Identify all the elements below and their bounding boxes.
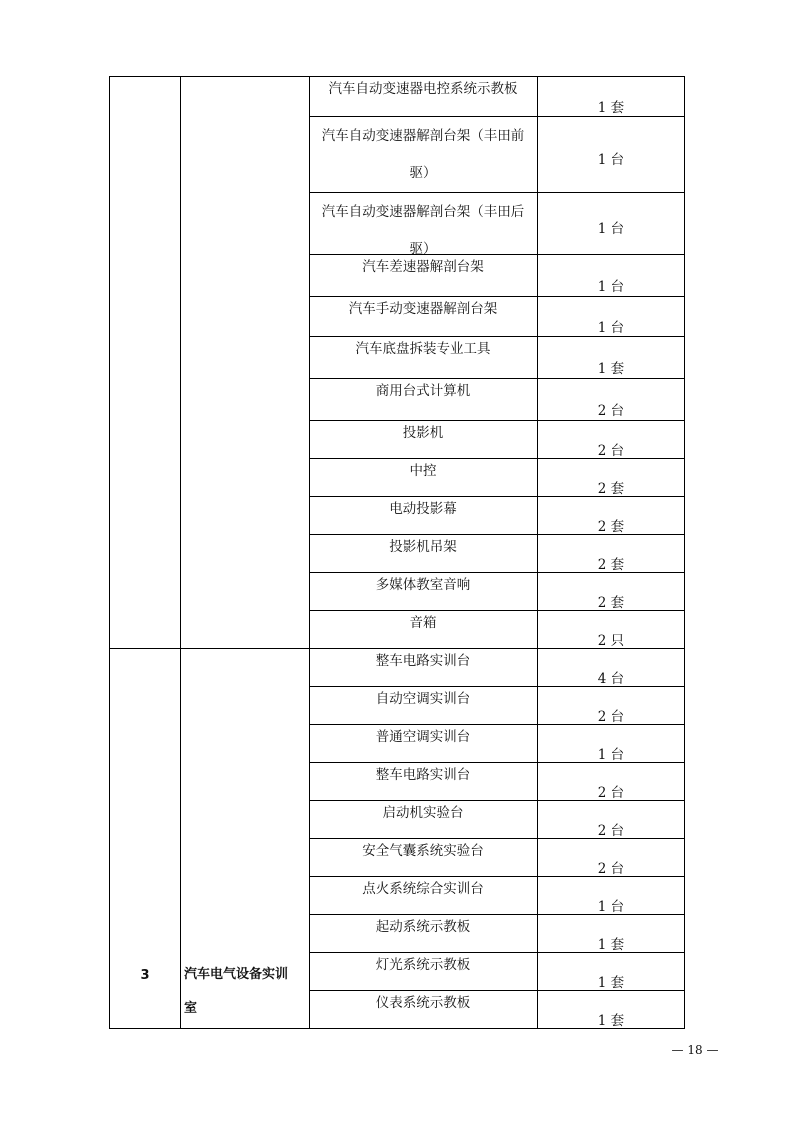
equipment-name: 多媒体教室音响	[375, 577, 471, 593]
equipment-qty: 1 套	[597, 1013, 625, 1029]
row-line	[109, 76, 685, 77]
equipment-name: 汽车自动变速器电控系统示教板	[328, 81, 518, 97]
equipment-qty: 1 套	[597, 975, 625, 991]
equipment-name: 商用台式计算机	[375, 383, 471, 399]
equipment-name: 电动投影幕	[389, 501, 457, 517]
equipment-name: 灯光系统示教板	[375, 957, 471, 973]
equipment-name: 安全气囊系统实验台	[362, 843, 484, 859]
equipment-name: 投影机	[402, 425, 444, 441]
equipment-qty: 2 套	[597, 595, 625, 611]
equipment-qty: 2 套	[597, 481, 625, 497]
section-room-name	[184, 958, 308, 1026]
equipment-name: 音箱	[409, 615, 437, 631]
equipment-name: 汽车底盘拆装专业工具	[355, 341, 491, 357]
equipment-qty: 1 台	[597, 279, 625, 295]
row-line	[309, 378, 685, 379]
section-seq: 3	[140, 968, 150, 983]
equipment-name: 汽车手动变速器解剖台架	[348, 301, 498, 317]
equipment-qty: 2 套	[597, 557, 625, 573]
equipment-name: 汽车差速器解剖台架	[362, 259, 484, 275]
equipment-qty: 2 台	[597, 861, 625, 877]
row-line	[309, 192, 685, 193]
equipment-qty: 1 台	[597, 221, 625, 237]
equipment-qty: 2 台	[597, 709, 625, 725]
row-line	[309, 116, 685, 117]
equipment-qty: 1 台	[597, 899, 625, 915]
equipment-name: 仪表系统示教板	[375, 995, 471, 1011]
equipment-name: 整车电路实训台	[375, 653, 471, 669]
equipment-qty: 2 台	[597, 443, 625, 459]
equipment-name: 汽车自动变速器解剖台架（丰田前驱）	[321, 128, 525, 181]
equipment-qty: 1 套	[597, 361, 625, 377]
table-border-right	[684, 76, 685, 1029]
equipment-qty: 1 台	[597, 320, 625, 336]
equipment-name: 投影机吊架	[389, 539, 457, 555]
row-line	[309, 254, 685, 255]
equipment-qty: 1 套	[597, 100, 625, 116]
table-divider-1	[180, 76, 181, 1029]
equipment-qty: 2 只	[597, 633, 625, 649]
equipment-qty: 2 台	[597, 785, 625, 801]
table-border-left	[109, 76, 110, 1029]
equipment-name: 整车电路实训台	[375, 767, 471, 783]
equipment-name: 起动系统示教板	[375, 919, 471, 935]
equipment-qty: 1 台	[597, 152, 625, 168]
equipment-name: 汽车自动变速器解剖台架（丰田后驱）	[321, 204, 525, 257]
page-number: — 18 —	[671, 1043, 719, 1057]
row-line	[309, 336, 685, 337]
equipment-name: 启动机实验台	[382, 805, 464, 821]
equipment-qty: 1 台	[597, 747, 625, 763]
row-line	[309, 296, 685, 297]
equipment-name: 普通空调实训台	[375, 729, 471, 745]
equipment-qty: 2 台	[597, 823, 625, 839]
equipment-qty: 2 套	[597, 519, 625, 535]
equipment-name: 中控	[409, 463, 437, 479]
equipment-name: 点火系统综合实训台	[362, 881, 484, 897]
room-name-line1: 汽车电气设备实训	[184, 967, 289, 982]
equipment-name: 自动空调实训台	[375, 691, 471, 707]
equipment-qty: 1 套	[597, 937, 625, 953]
equipment-qty: 2 台	[597, 403, 625, 419]
equipment-qty: 4 台	[597, 671, 625, 687]
room-name-line2: 室	[184, 1001, 198, 1016]
row-line	[309, 420, 685, 421]
